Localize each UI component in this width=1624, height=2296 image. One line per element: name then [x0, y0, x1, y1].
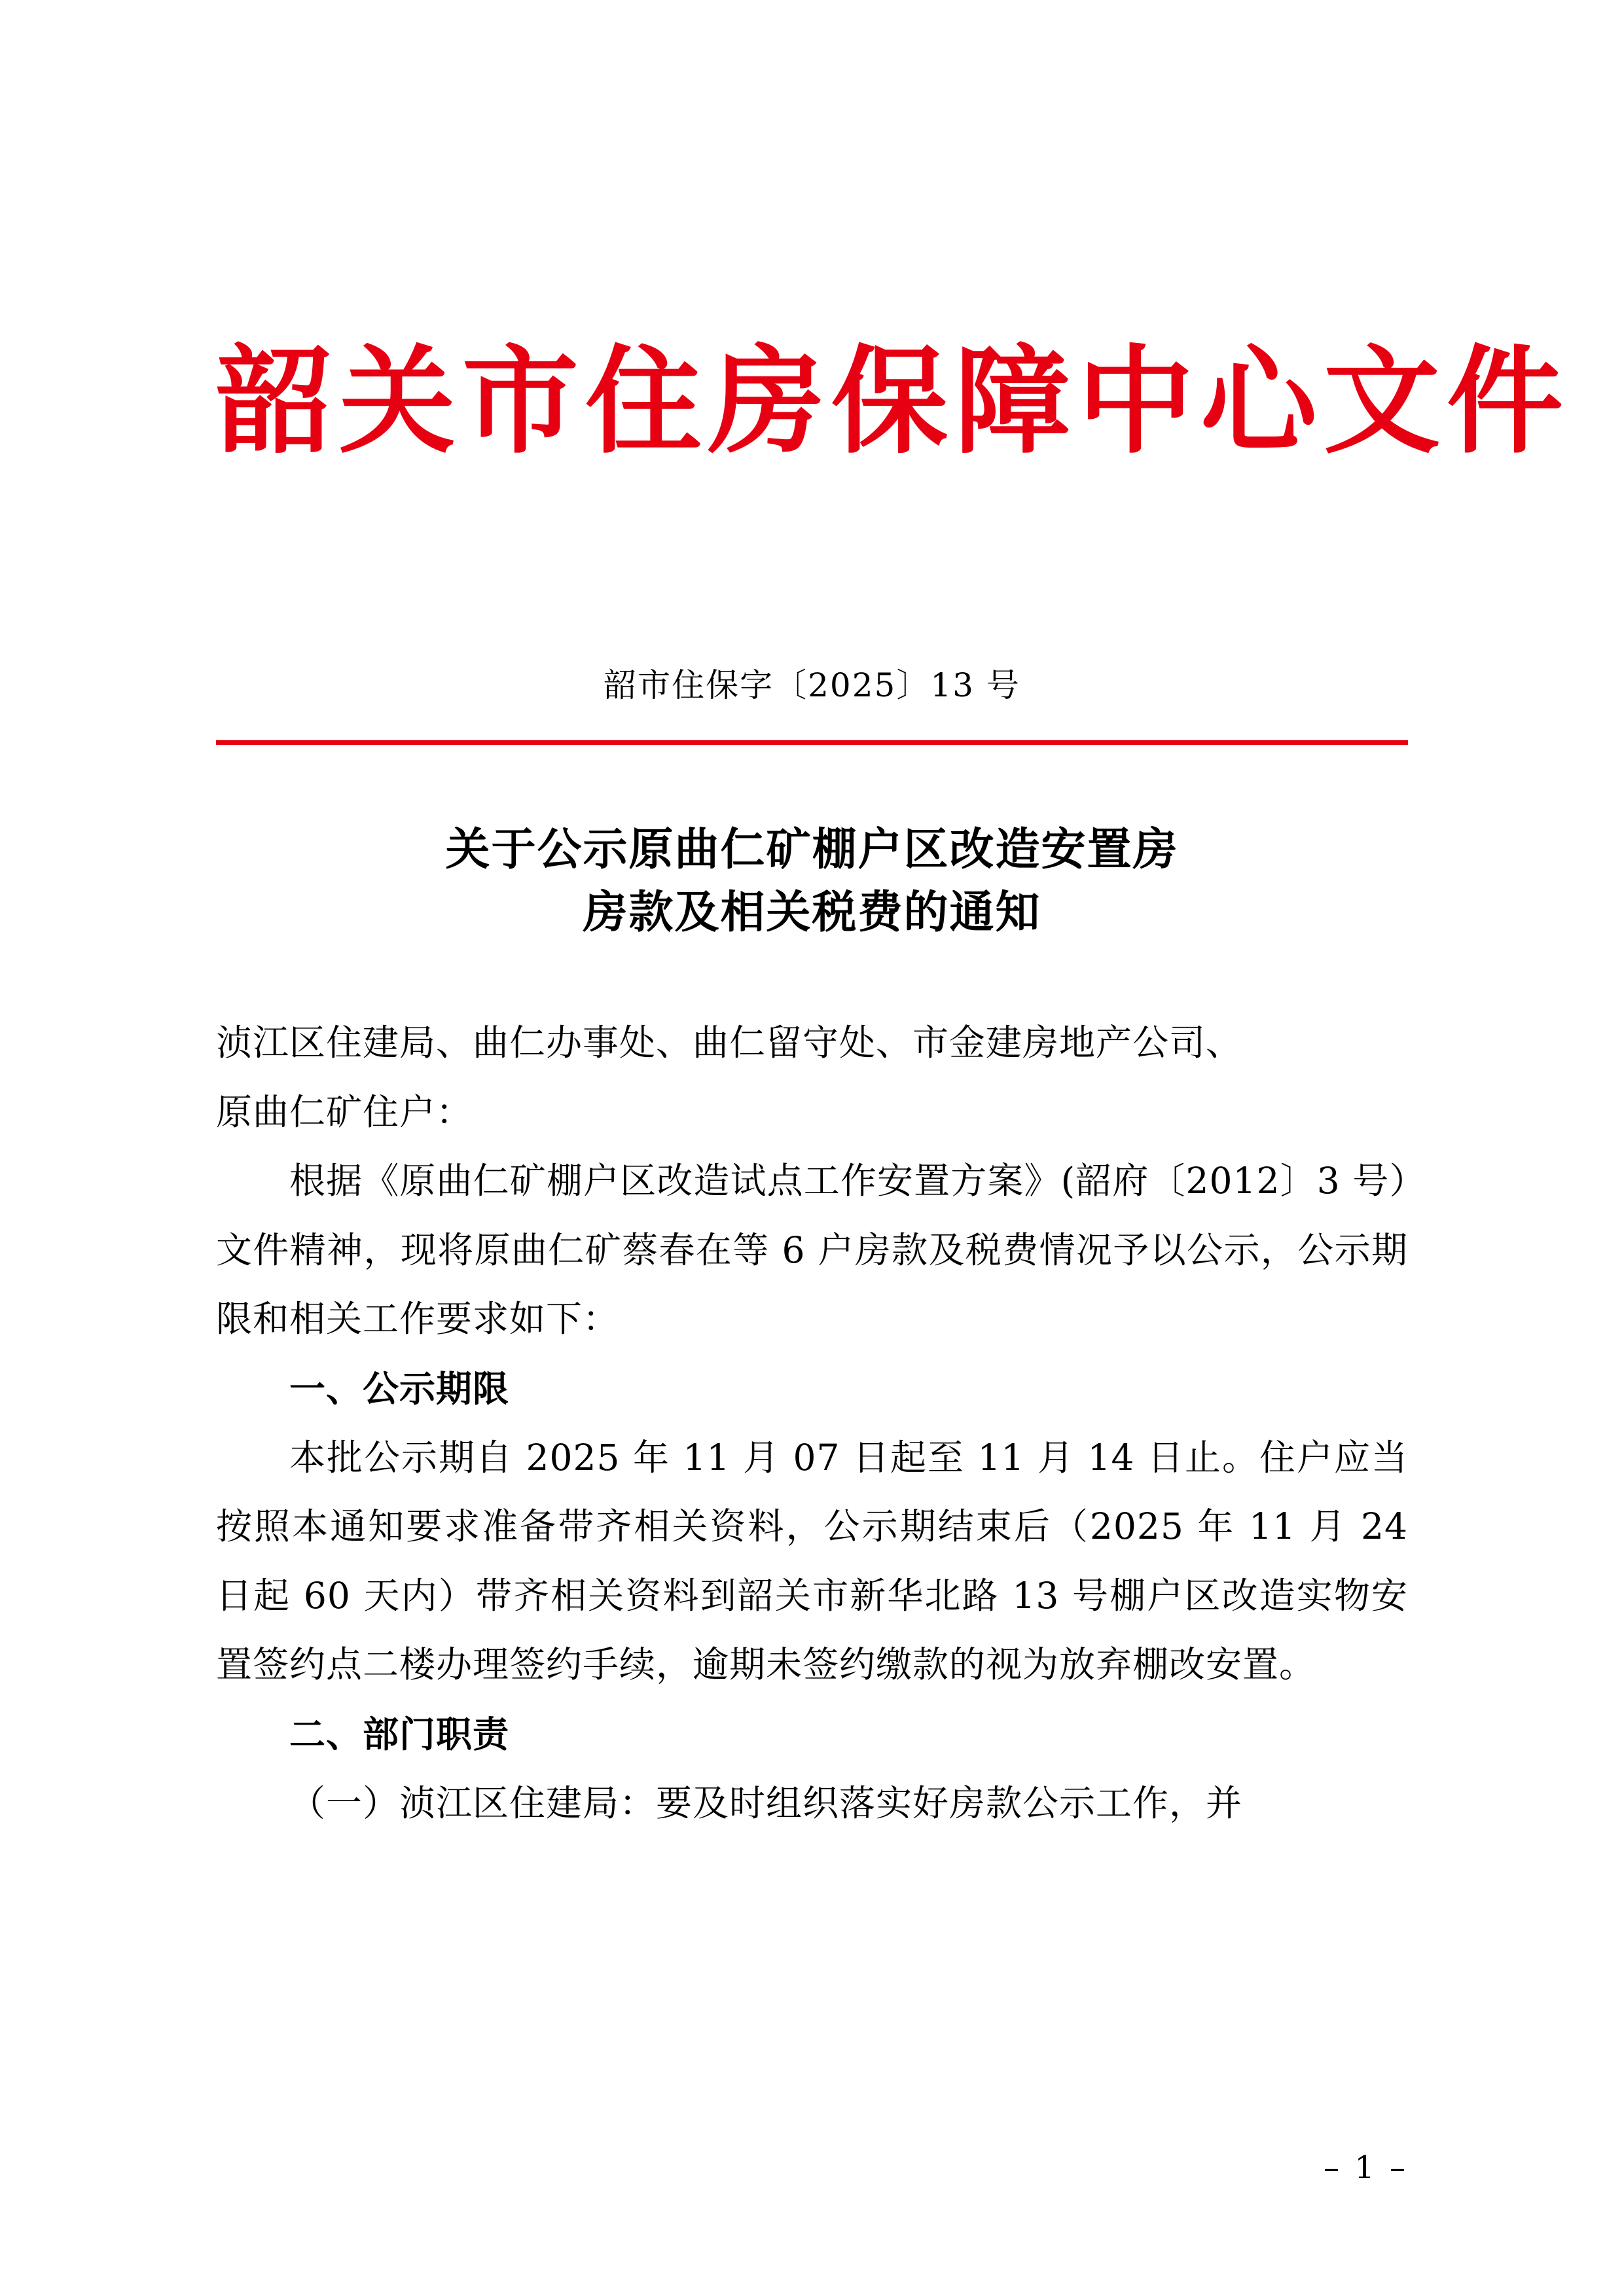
section-1-heading: 一、公示期限	[289, 1367, 510, 1410]
section-1-paragraph: 本批公示期自 2025 年 11 月 07 日起至 11 月 14 日止。住户应当按照本通知要求准备带齐相关资料，公示期结束后（2025 年 11 月 24 日起 60 天内）带齐相关资料到韶关市新华北路 13 号棚户区改造实物安置签约点二楼办理签约手续，逾期未签约缴款的视为放弃棚改安置。	[216, 1436, 1408, 1686]
recipients-line-2: 原曲仁矿住户：	[216, 1090, 473, 1133]
intro-paragraph: 根据《原曲仁矿棚户区改造试点工作安置方案》(韶府〔2012〕3 号）文件精神，现将原曲仁矿蔡春在等 6 户房款及税费情况予以公示，公示期限和相关工作要求如下：	[216, 1160, 1408, 1340]
red-divider-rule	[216, 740, 1408, 745]
document-number: 韶市住保字〔2025〕13 号	[604, 666, 1020, 704]
section-2-heading: 二、部门职责	[289, 1712, 510, 1755]
document-masthead: 韶关市住房保障中心文件	[216, 332, 1570, 469]
page-title	[216, 818, 1408, 944]
document-body	[216, 1009, 1408, 1838]
page-title-line-2: 房款及相关税费的通知	[583, 886, 1041, 939]
section-2-paragraph-1: （一）浈江区住建局：要及时组织落实好房款公示工作，并	[289, 1782, 1243, 1824]
page-number: – 1 –	[1323, 2149, 1408, 2186]
recipients-line-1: 浈江区住建局、曲仁办事处、曲仁留守处、市金建房地产公司、	[216, 1021, 1243, 1064]
page-title-line-1: 关于公示原曲仁矿棚户区改造安置房	[445, 823, 1179, 876]
